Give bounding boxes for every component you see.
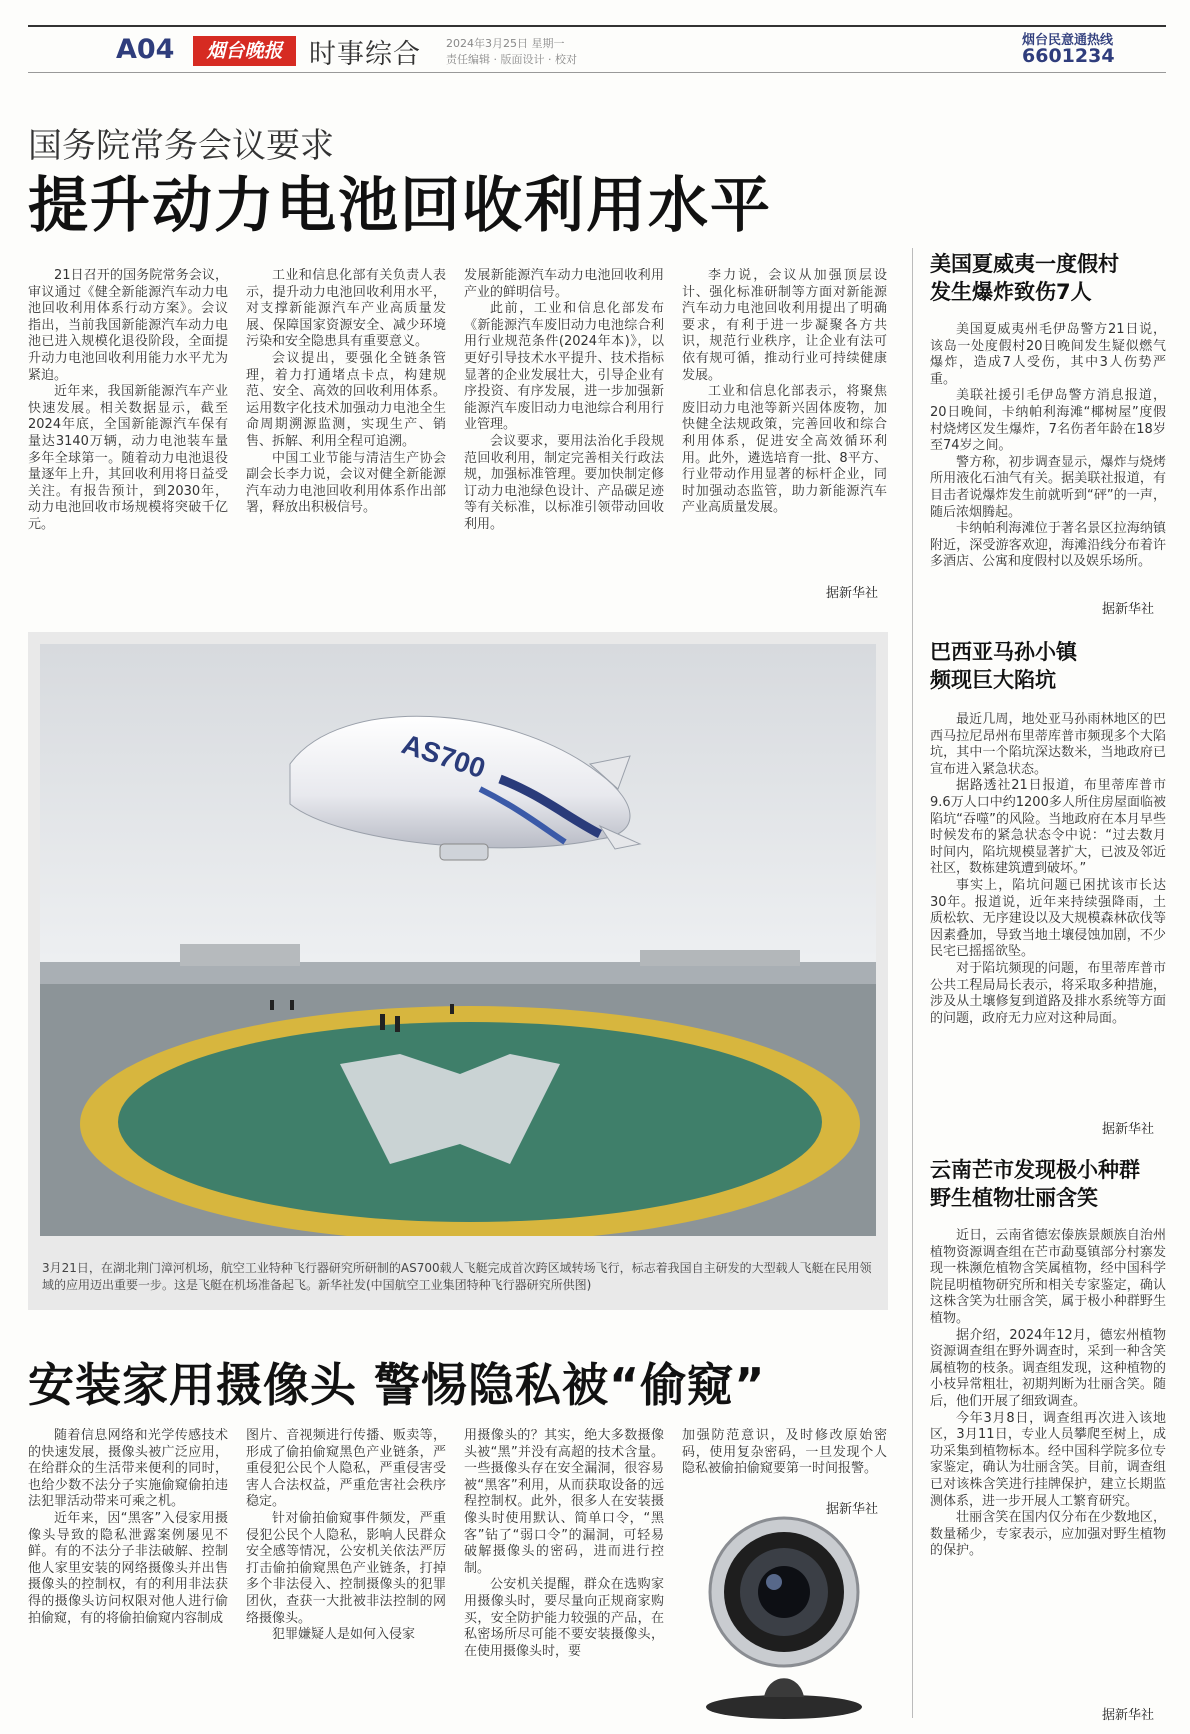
second-column-1 xyxy=(28,1428,228,1716)
paragraph: 针对偷拍偷窥事件频发，严重侵犯公民个人隐私，影响人民群众安全感等情况，公安机关依法严厉打击偷拍偷窥黑色产业链条，打掉多个非法侵入、控制摄像头的犯罪团伙，查获一大批被非法控制的网络摄像头。 xyxy=(246,1510,446,1626)
airship-photo xyxy=(40,644,876,1236)
paragraph: 据介绍，2024年12月，德宏州植物资源调查组在野外调查时，采到一种含笑属植物的枝条。调查组发现，这种植物的小枝异常粗壮，初期判断为壮丽含笑。随后，他们开展了细致调查。 xyxy=(930,1327,1166,1409)
paragraph: 今年3月8日，调查组再次进入该地区，3月11日，专业人员攀爬至树上，成功采集到植物标本。经中国科学院多位专家鉴定，确认为壮丽含笑。目前，调查组已对该株含笑进行挂牌保护，建立长期监测体系，进一步开展人工繁育研究。 xyxy=(930,1410,1166,1509)
sidebar-divider xyxy=(912,248,913,1718)
sidebar-2-body xyxy=(930,712,1166,1104)
paragraph: 工业和信息化部有关负责人表示，提升动力电池回收利用水平，对支撑新能源汽车产业高质量发展、保障国家资源安全、减少环境污染和安全隐患具有重要意义。 xyxy=(246,268,446,350)
hangar xyxy=(180,944,300,966)
section-title: 时事综合 xyxy=(309,39,421,70)
paragraph: 随着信息网络和光学传感技术的快速发展，摄像头被广泛应用，在给群众的生活带来便利的同时，也给少数不法分子实施偷窥偷拍违法犯罪活动带来可乘之机。 xyxy=(28,1428,228,1510)
paragraph: 工业和信息化部表示，将聚焦废旧动力电池等新兴固体废物，加快健全法规政策，完善回收和综合利用体系，促进安全高效循环利用。此外，遴选培育一批、8平方、行业带动作用显著的标杆企业，同时加强动态监管，助力新能源汽车产业高质量发展。 xyxy=(682,384,887,516)
sidebar-1-title-line2: 发生爆炸致伤7人 xyxy=(930,280,1092,304)
paragraph: 此前，工业和信息化部发布《新能源汽车废旧动力电池综合利用行业规范条件(2024年本)》，以更好引导技术水平提升、技术指标显著的企业发展壮大，引导企业有序投资、有序发展，进一步加强新能源汽车废旧动力电池综合利用行业管理。 xyxy=(464,301,664,433)
paragraph: 犯罪嫌疑人是如何入侵家 xyxy=(272,1627,416,1643)
sidebar-1-title-line1: 美国夏威夷一度假村 xyxy=(930,252,1119,276)
paragraph: 图片、音视频进行传播、贩卖等，形成了偷拍偷窥黑色产业链条，严重侵犯公民个人隐私，严重侵害受害人合法权益，严重危害社会秩序稳定。 xyxy=(246,1428,446,1510)
lead-column-3 xyxy=(464,268,664,598)
sidebar-3-body xyxy=(930,1228,1166,1700)
second-column-3 xyxy=(464,1428,664,1716)
sidebar-2-source: 据新华社 xyxy=(1102,1122,1155,1137)
lead-column-4 xyxy=(682,268,887,570)
webcam-base xyxy=(706,1695,862,1719)
lead-column-2 xyxy=(246,268,446,598)
airship-label: AS700 xyxy=(398,728,490,785)
newspaper-logo: 烟台晚报 xyxy=(193,36,296,66)
paragraph: 加强防范意识，及时修改原始密码，使用复杂密码，一旦发现个人隐私被偷拍偷窥要第一时间报警。 xyxy=(682,1428,887,1477)
paragraph: 发展新能源汽车动力电池回收利用产业的鲜明信号。 xyxy=(464,268,664,300)
header-rule xyxy=(28,72,1166,73)
sidebar-2-title-line2: 频现巨大陷坑 xyxy=(930,668,1056,692)
sidebar-3-title-line2: 野生植物壮丽含笑 xyxy=(930,1186,1098,1210)
top-rule xyxy=(28,25,1166,27)
page-number: A04 xyxy=(116,34,175,65)
paragraph: 公安机关提醒，群众在选购家用摄像头时，要尽量向正规商家购买，安全防护能力较强的产品，在私密场所尽可能不要安装摄像头，在使用摄像头时，要 xyxy=(464,1577,664,1659)
paragraph: 警方称，初步调查显示，爆炸与烧烤所用液化石油气有关。据美联社报道，有目击者说爆炸发生前就听到“砰”的一声，随后浓烟腾起。 xyxy=(930,454,1166,520)
paragraph: 会议提出，要强化全链条管理，着力打通堵点卡点，构建规范、安全、高效的回收利用体系。运用数字化技术加强动力电池全生命周期溯源监测，实现生产、销售、拆解、利用全程可追溯。 xyxy=(246,350,446,449)
second-column-4 xyxy=(682,1428,887,1496)
paragraph: 近日，云南省德宏傣族景颇族自治州植物资源调查组在芒市勐戛镇部分村寨发现一株濒危植物含笑属植物，经中国科学院昆明植物研究所和相关专家鉴定，确认这株含笑为壮丽含笑，属于极小种群野生植物。 xyxy=(930,1228,1166,1326)
hotline-number: 6601234 xyxy=(1022,45,1115,67)
sidebar-1-source: 据新华社 xyxy=(1102,602,1155,617)
lead-column-1 xyxy=(28,268,228,598)
paragraph: 近年来，我国新能源汽车产业快速发展。相关数据显示，截至2024年底，全国新能源汽车保有量达3140万辆，动力电池装车量多年全球第一。随着动力电池退役量逐年上升，其回收利用将日益受关注。有报告预计，到2030年，动力电池回收市场规模将突破千亿元。 xyxy=(28,384,228,532)
sidebar-2-title-line1: 巴西亚马孙小镇 xyxy=(930,640,1077,664)
lead-kicker: 国务院常务会议要求 xyxy=(28,126,334,166)
paragraph: 据路透社21日报道，布里蒂库普市9.6万人口中约1200多人所住房屋面临被陷坑“吞噬”的风险。当地政府在本月早些时候发布的紧急状态令中说：“过去数月时间内，陷坑规模显著扩大，已波及邻近社区，数栋建筑遭到破坏。” xyxy=(930,778,1166,877)
paragraph: 壮丽含笑在国内仅分布在少数地区，数量稀少，专家表示，应加强对野生植物的保护。 xyxy=(930,1510,1166,1559)
lens-glint xyxy=(766,1574,782,1590)
webcam-lens xyxy=(758,1566,810,1618)
paragraph: 美联社援引毛伊岛警方消息报道，20日晚间，卡纳帕利海滩“椰树屋”度假村烧烤区发生爆炸，7名伤者年龄在18岁至74岁之间。 xyxy=(930,388,1166,454)
webcam-image xyxy=(694,1512,874,1722)
paragraph: 21日召开的国务院常务会议，审议通过《健全新能源汽车动力电池回收利用体系行动方案》。会议指出，当前我国新能源汽车动力电池已进入规模化退役阶段，全面提升动力电池回收利用能力水平尤为紧迫。 xyxy=(28,268,228,383)
paragraph: 用摄像头的？其实，绝大多数摄像头被“黑”并没有高超的技术含量。一些摄像头存在安全漏洞，很容易被“黑客”利用，从而获取设备的远程控制权。此外，很多人在安装摄像头时使用默认、简单口令，“黑客”钻了“弱口令”的漏洞，可轻易破解摄像头的密码，进而进行控制。 xyxy=(464,1428,664,1576)
hangar xyxy=(640,950,800,966)
sidebar-3-source: 据新华社 xyxy=(1102,1708,1155,1723)
photo-caption: 3月21日，在湖北荆门漳河机场，航空工业特种飞行器研究所研制的AS700载人飞艇完成首次跨区域转场飞行，标志着我国自主研发的大型载人飞艇在民用领域的应用迈出重要一步。这是飞艇在机场准备起飞。新华社发(中国航空工业集团特种飞行器研究所供图) xyxy=(42,1261,872,1292)
paragraph: 李力说，会议从加强顶层设计、强化标准研制等方面对新能源汽车动力电池回收利用提出了明确要求，有利于进一步凝聚各方共识，规范行业秩序，让企业有法可依有规可循，推动行业可持续健康发展。 xyxy=(682,268,887,383)
dateline: 2024年3月25日 星期一 xyxy=(446,37,565,50)
sidebar-2-title xyxy=(930,638,1077,694)
second-column-2 xyxy=(246,1428,446,1716)
webcam-stand xyxy=(764,1678,804,1697)
second-headline: 安装家用摄像头 警惕隐私被“偷窥” xyxy=(28,1358,766,1412)
lead-source: 据新华社 xyxy=(826,586,879,601)
lead-headline: 提升动力电池回收利用水平 xyxy=(28,171,772,241)
editor-line: 责任编辑 · 版面设计 · 校对 xyxy=(446,53,577,66)
paragraph: 美国夏威夷州毛伊岛警方21日说，该岛一处度假村20日晚间发生疑似燃气爆炸，造成7人受伤，其中3人伤势严重。 xyxy=(930,322,1166,387)
paragraph: 最近几周，地处亚马孙雨林地区的巴西马拉尼昂州布里蒂库普市频现多个大陷坑，其中一个陷坑深达数米，当地政府已宣布进入紧急状态。 xyxy=(930,712,1166,777)
paragraph: 事实上，陷坑问题已困扰该市长达30年。报道说，近年来持续强降雨，土质松软、无序建设以及大规模森林砍伐等因素叠加，导致当地土壤侵蚀加剧，不少民宅已摇摇欲坠。 xyxy=(930,877,1166,960)
paragraph: 中国工业节能与清洁生产协会副会长李力说，会议对健全新能源汽车动力电池回收利用体系作出部署，释放出积极信号。 xyxy=(246,450,446,516)
paragraph: 对于陷坑频现的问题，布里蒂库普市公共工程局局长表示，将采取多种措施，涉及从土壤修复到道路及排水系统等方面的问题，政府无力应对这种局面。 xyxy=(930,960,1166,1026)
hotline-label: 烟台民意通热线 xyxy=(1022,33,1114,48)
sidebar-3-title xyxy=(930,1156,1140,1212)
paragraph: 会议要求，要用法治化手段规范回收利用，制定完善相关行政法规，加强标准管理。要加快制定修订动力电池绿色设计、产品碳足迹等有关标准，以标准引领带动回收利用。 xyxy=(464,433,664,532)
sidebar-1-body xyxy=(930,322,1166,580)
sidebar-3-title-line1: 云南芒市发现极小种群 xyxy=(930,1158,1140,1182)
sidebar-1-title xyxy=(930,250,1119,306)
paragraph: 近年来，因“黑客”入侵家用摄像头导致的隐私泄露案例屡见不鲜。有的不法分子非法破解、控制他人家里安装的网络摄像头并出售摄像头的控制权，有的利用非法获得的摄像头访问权限对他人进行偷拍偷窥，有的将偷拍偷窥内容制成 xyxy=(28,1510,228,1626)
second-source: 据新华社 xyxy=(826,1502,879,1517)
paragraph: 卡纳帕利海滩位于著名景区拉海纳镇附近，深受游客欢迎，海滩沿线分布着许多酒店、公寓和度假村以及娱乐场所。 xyxy=(930,521,1166,570)
